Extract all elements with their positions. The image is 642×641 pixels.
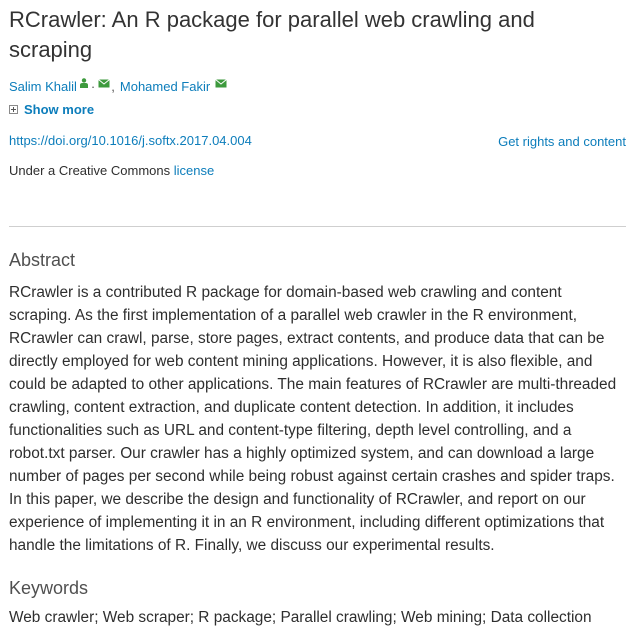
envelope-icon[interactable] xyxy=(215,76,227,91)
get-rights-link[interactable]: Get rights and content xyxy=(498,134,626,149)
keywords-heading: Keywords xyxy=(9,578,89,598)
license-line xyxy=(9,163,214,178)
keywords-list: Web crawler; Web scraper; R package; Parallel crawling; Web mining; Data collection xyxy=(9,609,592,626)
abstract-text: RCrawler is a contributed R package for domain-based web crawling and content scraping. As the first implementation of a parallel web crawler in the R environment, RCrawler can crawl, parse, store pages, extract contents, and produce data that can be directly employed for web content mining applications. However, it is also flexible, and could be adapted to other applications. The main features of RCrawler are multi-threaded crawling, content extraction, and duplicate content detection. In addition, it includes functionalities such as URL and content-type filtering, depth level controlling, and a robot.txt parser. Our crawler has a highly optimized system, and can download a large number of pages per second while being robust against certain crashes and spider traps. In this paper, we describe the design and functionality of RCrawler, and report on our experience of implementing it in an R environment, including different optimizations that handle the limitations of R. Finally, we discuss our experimental results. xyxy=(9,284,617,554)
author-comma: , xyxy=(111,79,115,94)
author-list xyxy=(9,79,227,94)
article-title: RCrawler: An R package for parallel web crawling and scraping xyxy=(9,7,535,62)
person-icon[interactable] xyxy=(80,76,88,91)
author-separator: · xyxy=(90,79,96,94)
plus-box-icon xyxy=(9,105,18,114)
show-more-label: Show more xyxy=(24,102,95,117)
doi-link[interactable]: https://doi.org/10.1016/j.softx.2017.04.004 xyxy=(9,133,252,148)
author-link-salim-khalil[interactable]: Salim Khalil xyxy=(9,79,77,94)
envelope-icon[interactable] xyxy=(98,76,110,91)
license-prefix: Under a Creative Commons xyxy=(9,163,171,178)
section-divider xyxy=(9,226,626,227)
abstract-heading: Abstract xyxy=(9,250,76,270)
show-more-button[interactable] xyxy=(9,102,94,117)
author-link-mohamed-fakir[interactable]: Mohamed Fakir xyxy=(119,79,211,94)
license-link[interactable]: license xyxy=(173,163,215,178)
